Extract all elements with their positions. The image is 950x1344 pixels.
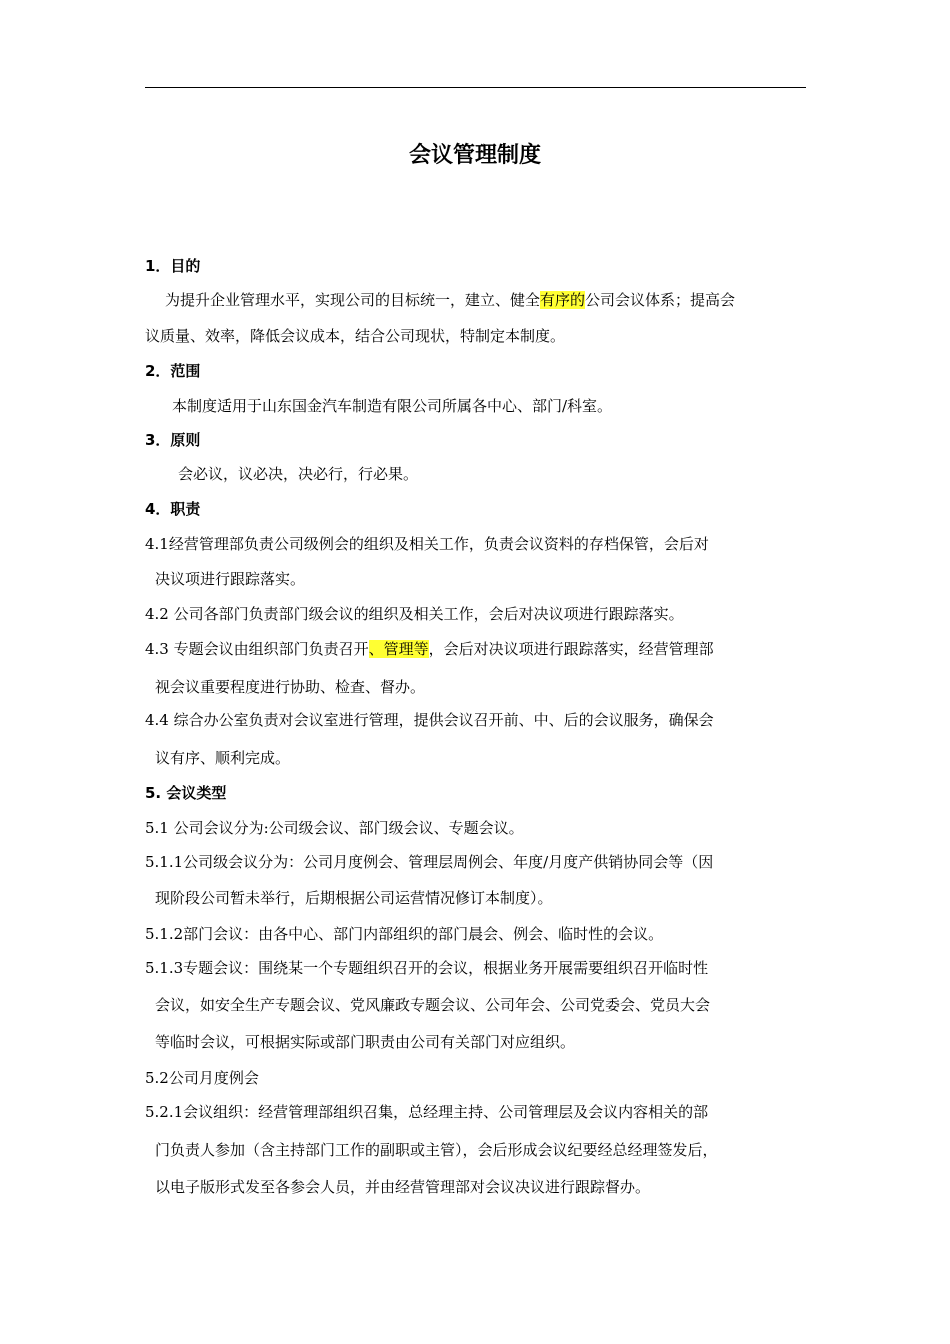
item-4-2: 4.2 公司各部门负责部门级会议的组织及相关工作，会后对决议项进行跟踪落实。: [145, 605, 684, 623]
item-5-1: 5.1 公司会议分为:公司级会议、部门级会议、专题会议。: [145, 819, 524, 837]
item-5-1-2: 5.1.2部门会议：由各中心、部门内部组织的部门晨会、例会、临时性的会议。: [145, 925, 664, 943]
highlight-text: 、管理等: [368, 640, 429, 658]
item-4-1-line-1: 4.1经营管理部负责公司级例会的组织及相关工作，负责会议资料的存档保管，会后对: [145, 535, 709, 553]
header-rule: [145, 87, 806, 88]
item-5-1-3-line-3: 等临时会议，可根据实际或部门职责由公司有关部门对应组织。: [155, 1033, 576, 1051]
section-5-heading: 5. 会议类型: [145, 784, 227, 802]
item-5-2: 5.2公司月度例会: [145, 1069, 259, 1087]
page-title: 会议管理制度: [408, 143, 541, 168]
item-4-4-line-1: 4.4 综合办公室负责对会议室进行管理，提供会议召开前、中、后的会议服务，确保会: [145, 711, 714, 729]
section-1-para-line-1: 为提升企业管理水平，实现公司的目标统一，建立、健全有序的公司会议体系；提高会: [165, 291, 736, 309]
item-5-1-1-line-2: 现阶段公司暂未举行，后期根据公司运营情况修订本制度）。: [155, 889, 553, 907]
section-2-heading: 2．范围: [145, 362, 201, 380]
section-1-heading: 1．目的: [145, 257, 201, 275]
item-5-2-1-line-3: 以电子版形式发至各参会人员，并由经营管理部对会议决议进行跟踪督办。: [155, 1178, 651, 1196]
item-4-3-line-2: 视会议重要程度进行协助、检查、督办。: [155, 678, 426, 696]
section-3-para: 会必议，议必决，决必行，行必果。: [178, 465, 419, 483]
highlight-text: 有序的: [540, 291, 586, 309]
section-4-heading: 4．职责: [145, 500, 201, 518]
item-5-2-1-line-1: 5.2.1会议组织：经营管理部组织召集，总经理主持、公司管理层及会议内容相关的部: [145, 1103, 709, 1121]
section-3-heading: 3．原则: [145, 431, 201, 449]
item-5-1-3-line-1: 5.1.3专题会议：围绕某一个专题组织召开的会议，根据业务开展需要组织召开临时性: [145, 959, 709, 977]
item-4-4-line-2: 议有序、顺利完成。: [155, 749, 291, 767]
section-2-para: 本制度适用于山东国金汽车制造有限公司所属各中心、部门/科室。: [172, 397, 613, 415]
item-4-1-line-2: 决议项进行跟踪落实。: [155, 570, 306, 588]
item-5-1-1-line-1: 5.1.1公司级会议分为：公司月度例会、管理层周例会、年度/月度产供销协同会等（因: [145, 853, 714, 871]
item-5-1-3-line-2: 会议，如安全生产专题会议、党风廉政专题会议、公司年会、公司党委会、党员大会: [155, 996, 711, 1014]
item-5-2-1-line-2: 门负责人参加（含主持部门工作的副职或主管），会后形成会议纪要经总经理签发后，: [155, 1141, 718, 1159]
item-4-3-line-1: 4.3 专题会议由组织部门负责召开、管理等，会后对决议项进行跟踪落实，经营管理部: [145, 640, 714, 658]
section-1-para-line-2: 议质量、效率，降低会议成本，结合公司现状，特制定本制度。: [145, 327, 566, 345]
